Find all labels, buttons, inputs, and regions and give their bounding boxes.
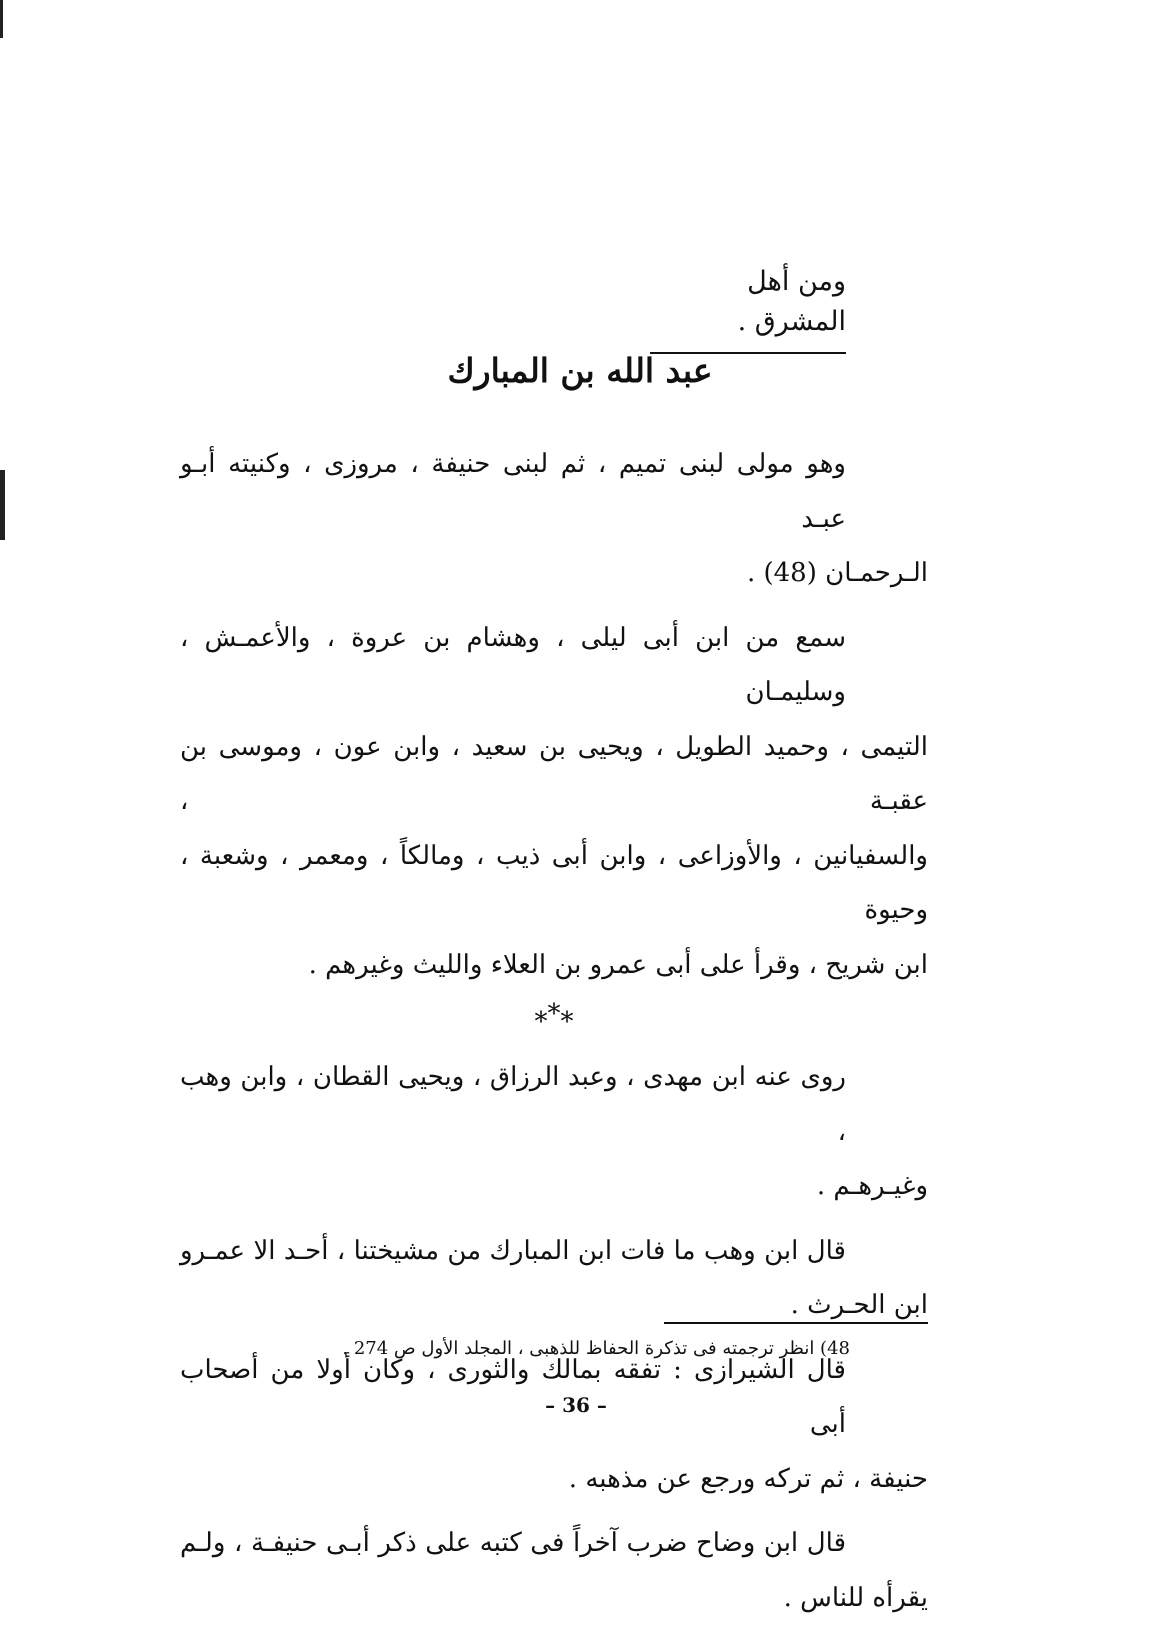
section-header: ومن أهل المشرق . <box>650 262 846 354</box>
paragraph-ibn-wahb <box>180 1224 928 1333</box>
paragraph-biography <box>180 437 928 601</box>
text-line: سمع من ابن أبى ليلى ، وهشام بن عروة ، والأعمـش ، وسليمـان <box>180 622 846 707</box>
paragraph-shirazi <box>180 1343 928 1507</box>
entry-title: عبد الله بن المبارك <box>447 351 713 390</box>
separator-star: * <box>534 1007 548 1037</box>
footnote-divider <box>664 1322 928 1324</box>
section-separator <box>180 999 928 1042</box>
text-line: روى عنه ابن مهدى ، وعبد الرزاق ، ويحيى القطان ، وابن وهب ، <box>180 1062 846 1147</box>
text-line: الـرحمـان (48) . <box>746 558 928 588</box>
text-line: قال ابن وضاح ضرب آخراً فى كتبه على ذكر أبـى حنيفـة ، ولـم <box>180 1528 846 1558</box>
text-line: وغيـرهـم . <box>816 1171 928 1201</box>
text-line: حنيفة ، ثم تركه ورجع عن مذهبه . <box>568 1463 928 1494</box>
text-line: يقرأه للناس . <box>783 1582 928 1613</box>
scan-edge-mark <box>0 0 3 38</box>
footnote: 48) انظر ترجمته فى تذكرة الحفاظ للذهبى ، المجلد الأول ص 274 . <box>342 1338 850 1359</box>
text-line: قال الشيرازى : تفقه بمالك والثورى ، وكان أولا من أصحاب أبى <box>180 1354 846 1439</box>
paragraph-teachers <box>180 611 928 993</box>
separator-star: * <box>547 999 561 1029</box>
text-line: ابن شريح ، وقرأ على أبى عمرو بن العلاء والليث وغيرهم . <box>308 949 928 980</box>
separator-star: * <box>560 1007 574 1037</box>
page-number: – 36 – <box>545 1393 607 1417</box>
text-line: قال ابن وهب ما فات ابن المبارك من مشيختنا ، أحـد الا عمـرو <box>180 1235 846 1266</box>
text-line: التيمى ، وحميد الطويل ، ويحيى بن سعيد ، وابن عون ، وموسى بن عقبـة ، <box>180 731 928 816</box>
text-line: وهو مولى لبنى تميم ، ثم لبنى حنيفة ، مروزى ، وكنيته أبـو عبـد <box>180 449 846 534</box>
body-text <box>180 437 928 1635</box>
paragraph-ibn-waddah <box>180 1516 928 1625</box>
paragraph-students <box>180 1050 928 1214</box>
scan-edge-mark <box>0 470 5 540</box>
text-line: ابن الحـرث . <box>790 1290 928 1320</box>
text-line: والسفيانين ، والأوزاعى ، وابن أبى ذيب ، ومالكاً ، ومعمر ، وشعبة ، وحيوة <box>180 840 928 925</box>
